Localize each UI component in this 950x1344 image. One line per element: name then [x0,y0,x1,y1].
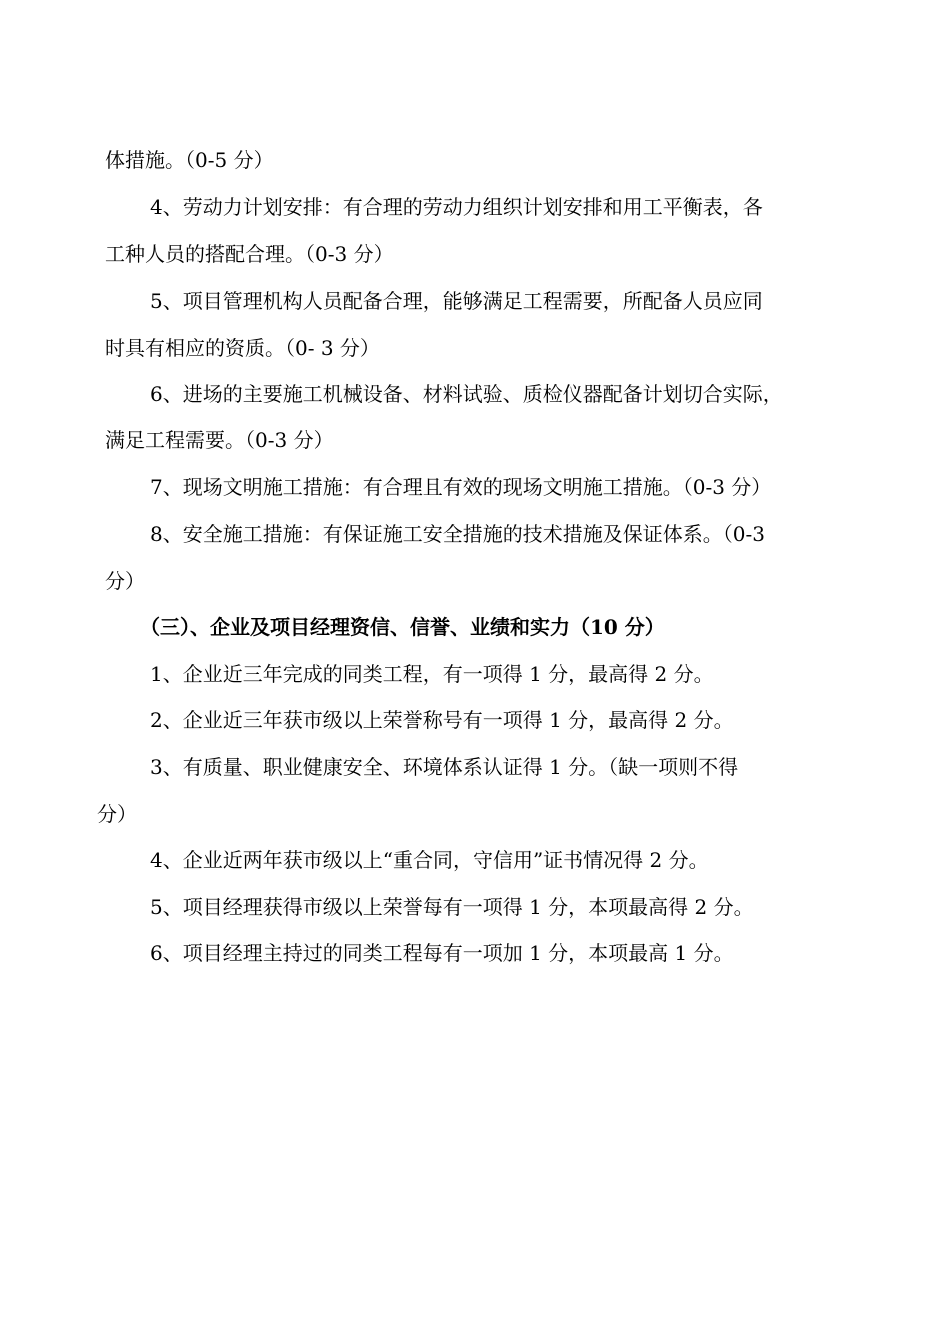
text-line: 5、项目经理获得市级以上荣誉每有一项得 1 分，本项最高得 2 分。 [150,895,754,919]
text-line: 分） [105,569,145,593]
text-line: 6、进场的主要施工机械设备、材料试验、质检仪器配备计划切合实际， [150,382,783,406]
text-line: 体措施。（0-5 分） [105,148,274,172]
text-line: 1、企业近三年完成的同类工程，有一项得 1 分，最高得 2 分。 [150,662,714,686]
text-line: 2、企业近三年获市级以上荣誉称号有一项得 1 分，最高得 2 分。 [150,708,734,732]
text-line: 4、企业近两年获市级以上“重合同，守信用”证书情况得 2 分。 [150,848,709,872]
text-line: 5、项目管理机构人员配备合理，能够满足工程需要，所配备人员应同 [150,289,763,313]
text-line: 满足工程需要。（0-3 分） [105,428,334,452]
text-line: 7、现场文明施工措施：有合理且有效的现场文明施工措施。（0-3 分） [150,475,772,499]
section-heading: （三）、企业及项目经理资信、信誉、业绩和实力（10 分） [140,615,665,639]
text-line: 时具有相应的资质。（0- 3 分） [105,336,380,360]
text-line: 8、安全施工措施：有保证施工安全措施的技术措施及保证体系。（0-3 [150,522,765,546]
text-line: 6、项目经理主持过的同类工程每有一项加 1 分，本项最高 1 分。 [150,941,734,965]
text-line: 分） [97,802,137,826]
text-line: 4、劳动力计划安排：有合理的劳动力组织计划安排和用工平衡表，各 [150,195,763,219]
text-line: 工种人员的搭配合理。（0-3 分） [105,242,394,266]
text-line: 3、有质量、职业健康安全、环境体系认证得 1 分。（缺一项则不得 [150,755,739,779]
